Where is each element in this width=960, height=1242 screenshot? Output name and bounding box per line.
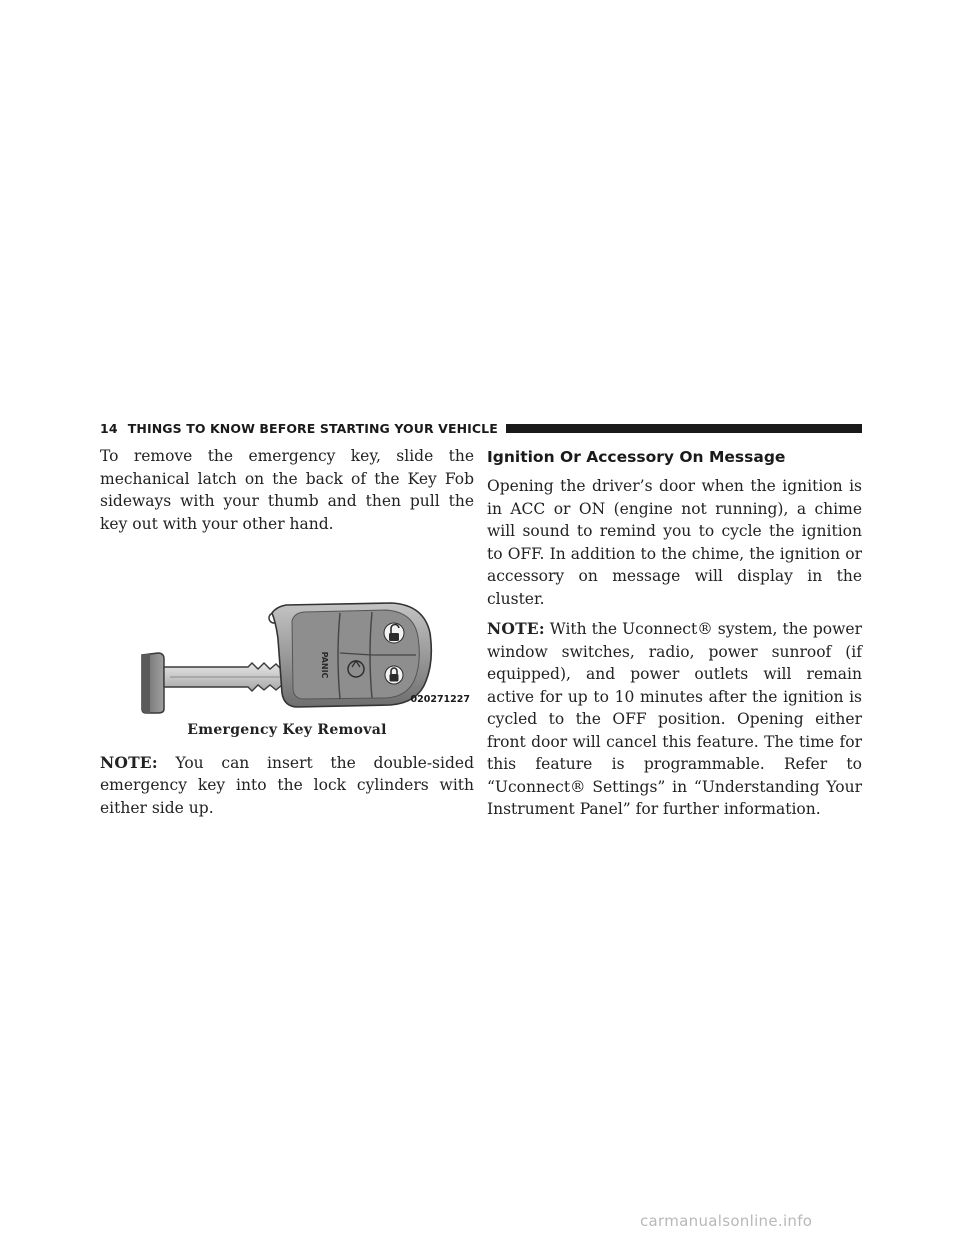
- ignition-paragraph: Opening the driver’s door when the ignition is in ACC or ON (engine not running), a chime will sound to remind you to cycle the ignition to OFF. In addition to the chime, the ignition or accessory on message will display in the cluster.: [487, 477, 862, 608]
- figure-caption: Emergency Key Removal: [187, 722, 387, 738]
- note-label: NOTE:: [100, 752, 158, 772]
- right-column: [487, 445, 862, 829]
- page-number: 14: [100, 420, 118, 436]
- emergency-key-figure: [100, 543, 474, 715]
- unlock-icon: [384, 623, 404, 643]
- header-rule: [506, 424, 862, 433]
- note-text: You can insert the double-sided emergency key into the lock cylinders with either side up.: [100, 753, 474, 817]
- note-text: With the Uconnect® system, the power window switches, radio, power sunroof (if equipped), and power outlets will remain active for up to 10 minutes after the ignition is cycled to the OFF position. Opening either front door will cancel this feature. The time for this feature is programmable. Refer to “Uconnect® Settings” in “Understanding Your Instrument Panel” for further information.: [487, 620, 862, 818]
- lock-icon: [385, 666, 403, 684]
- intro-paragraph: To remove the emergency key, slide the mechanical latch on the back of the Key Fob sideways with your thumb and then pull the key out with your other hand.: [100, 447, 474, 533]
- section-heading: Ignition Or Accessory On Message: [487, 448, 786, 466]
- figure-code: 020271227: [410, 693, 470, 705]
- left-column: [100, 445, 474, 827]
- right-note: [487, 618, 862, 821]
- page-header: [100, 418, 862, 438]
- left-note: [100, 752, 474, 820]
- panic-button-label: PANIC: [320, 651, 329, 679]
- section-title: THINGS TO KNOW BEFORE STARTING YOUR VEHICLE: [127, 420, 498, 436]
- key-fob: [269, 603, 431, 707]
- note-label: NOTE:: [487, 619, 545, 638]
- watermark: carmanualsonline.info: [640, 1212, 813, 1230]
